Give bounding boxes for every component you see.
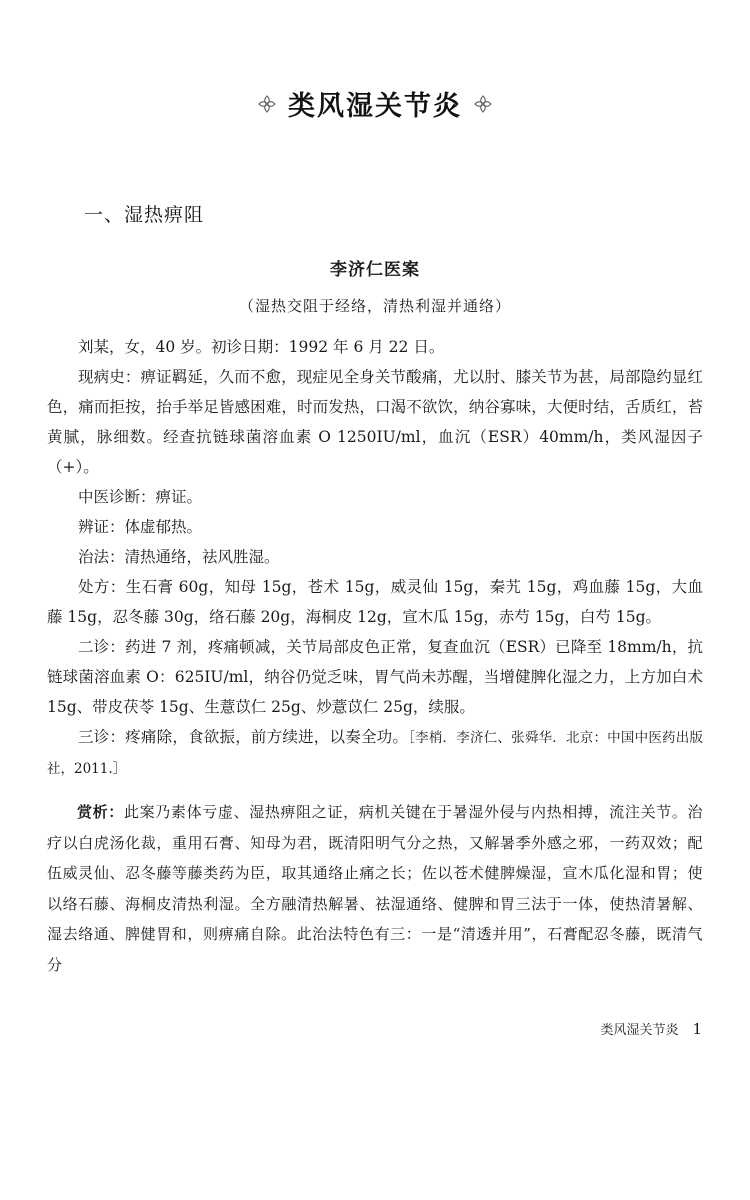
paragraph-differentiation: 辨证：体虚郁热。 <box>78 518 203 536</box>
section-heading: 一、湿热痹阻 <box>84 204 205 226</box>
chapter-title-row <box>0 84 750 123</box>
page-number: 1 <box>692 1020 702 1038</box>
page-footer <box>600 1019 702 1038</box>
running-title: 类风湿关节炎 <box>600 1023 679 1038</box>
commentary-text: 此案乃素体亏虚、湿热痹阻之证，病机关键在于暑湿外侵与内热相搏，流注关节。治疗以白虎汤化裁，重用石膏、知母为君，既清阳明气分之热，又解暑季外感之邪，一药双效；配伍威灵仙、忍冬藤等藤类药为臣，取其通络止痛之长；佐以苍术健脾燥湿，宣木瓜化湿和胃；使以络石藤、海桐皮清热利湿。全方融清热解暑、祛湿通络、健脾和胃三法于一体，使热清暑解、湿去络通、脾健胃和，则痹痛自除。此治法特色有三：一是“清透并用”，石膏配忍冬藤，既清气分 <box>47 803 703 974</box>
case-subtitle: （湿热交阻于经络，清热利湿并通络） <box>238 297 511 315</box>
paragraph-prescription: 处方：生石膏 60g，知母 15g，苍术 15g，威灵仙 15g，秦艽 15g，鸡血藤 15g，大血藤 15g，忍冬藤 30g，络石藤 20g，海桐皮 12g，宣木瓜 15g，赤芍 15g，白芍 15g。 <box>47 578 703 626</box>
paragraph-second-visit: 二诊：药进 7 剂，疼痛顿减，关节局部皮色正常，复查血沉（ESR）已降至 18mm/h，抗链球菌溶血素 O：625IU/ml，纳谷仍觉乏味，胃气尚未苏醒，当增健脾化湿之力，上方加白术 15g、带皮茯苓 15g、生薏苡仁 25g、炒薏苡仁 25g，续服。 <box>47 638 703 716</box>
case-record <box>47 332 703 784</box>
commentary-paragraph <box>47 797 703 980</box>
floral-ornament-left-icon <box>256 93 278 115</box>
paragraph-third-visit <box>47 722 703 784</box>
floral-ornament-right-icon <box>472 93 494 115</box>
paragraph-treatment-method: 治法：清热通络，祛风胜湿。 <box>78 548 280 566</box>
third-visit-text: 三诊：疼痛除，食欲振，前方续进，以奏全功。 <box>78 728 409 746</box>
reference-citation: ［李梢．李济仁、张舜华．北京：中国中医药出版社，2011.］ <box>47 730 703 777</box>
commentary-label: 赏析： <box>77 803 124 821</box>
case-title: 李济仁医案 <box>330 260 420 280</box>
paragraph-patient-info: 刘某，女，40 岁。初诊日期：1992 年 6 月 22 日。 <box>78 338 445 356</box>
commentary <box>47 797 703 980</box>
paragraph-history: 现病史：痹证羁延，久而不愈，现症见全身关节酸痛，尤以肘、膝关节为甚，局部隐约显红色，痛而拒按，抬手举足皆感困难，时而发热，口渴不欲饮，纳谷寡味，大便时结，舌质红，苔黄腻，脉细数。经查抗链球菌溶血素 O 1250IU/ml，血沉（ESR）40mm/h，类风湿因子（+）。 <box>47 368 703 476</box>
chapter-title: 类风湿关节炎 <box>288 91 462 122</box>
paragraph-diagnosis: 中医诊断：痹证。 <box>78 488 203 506</box>
